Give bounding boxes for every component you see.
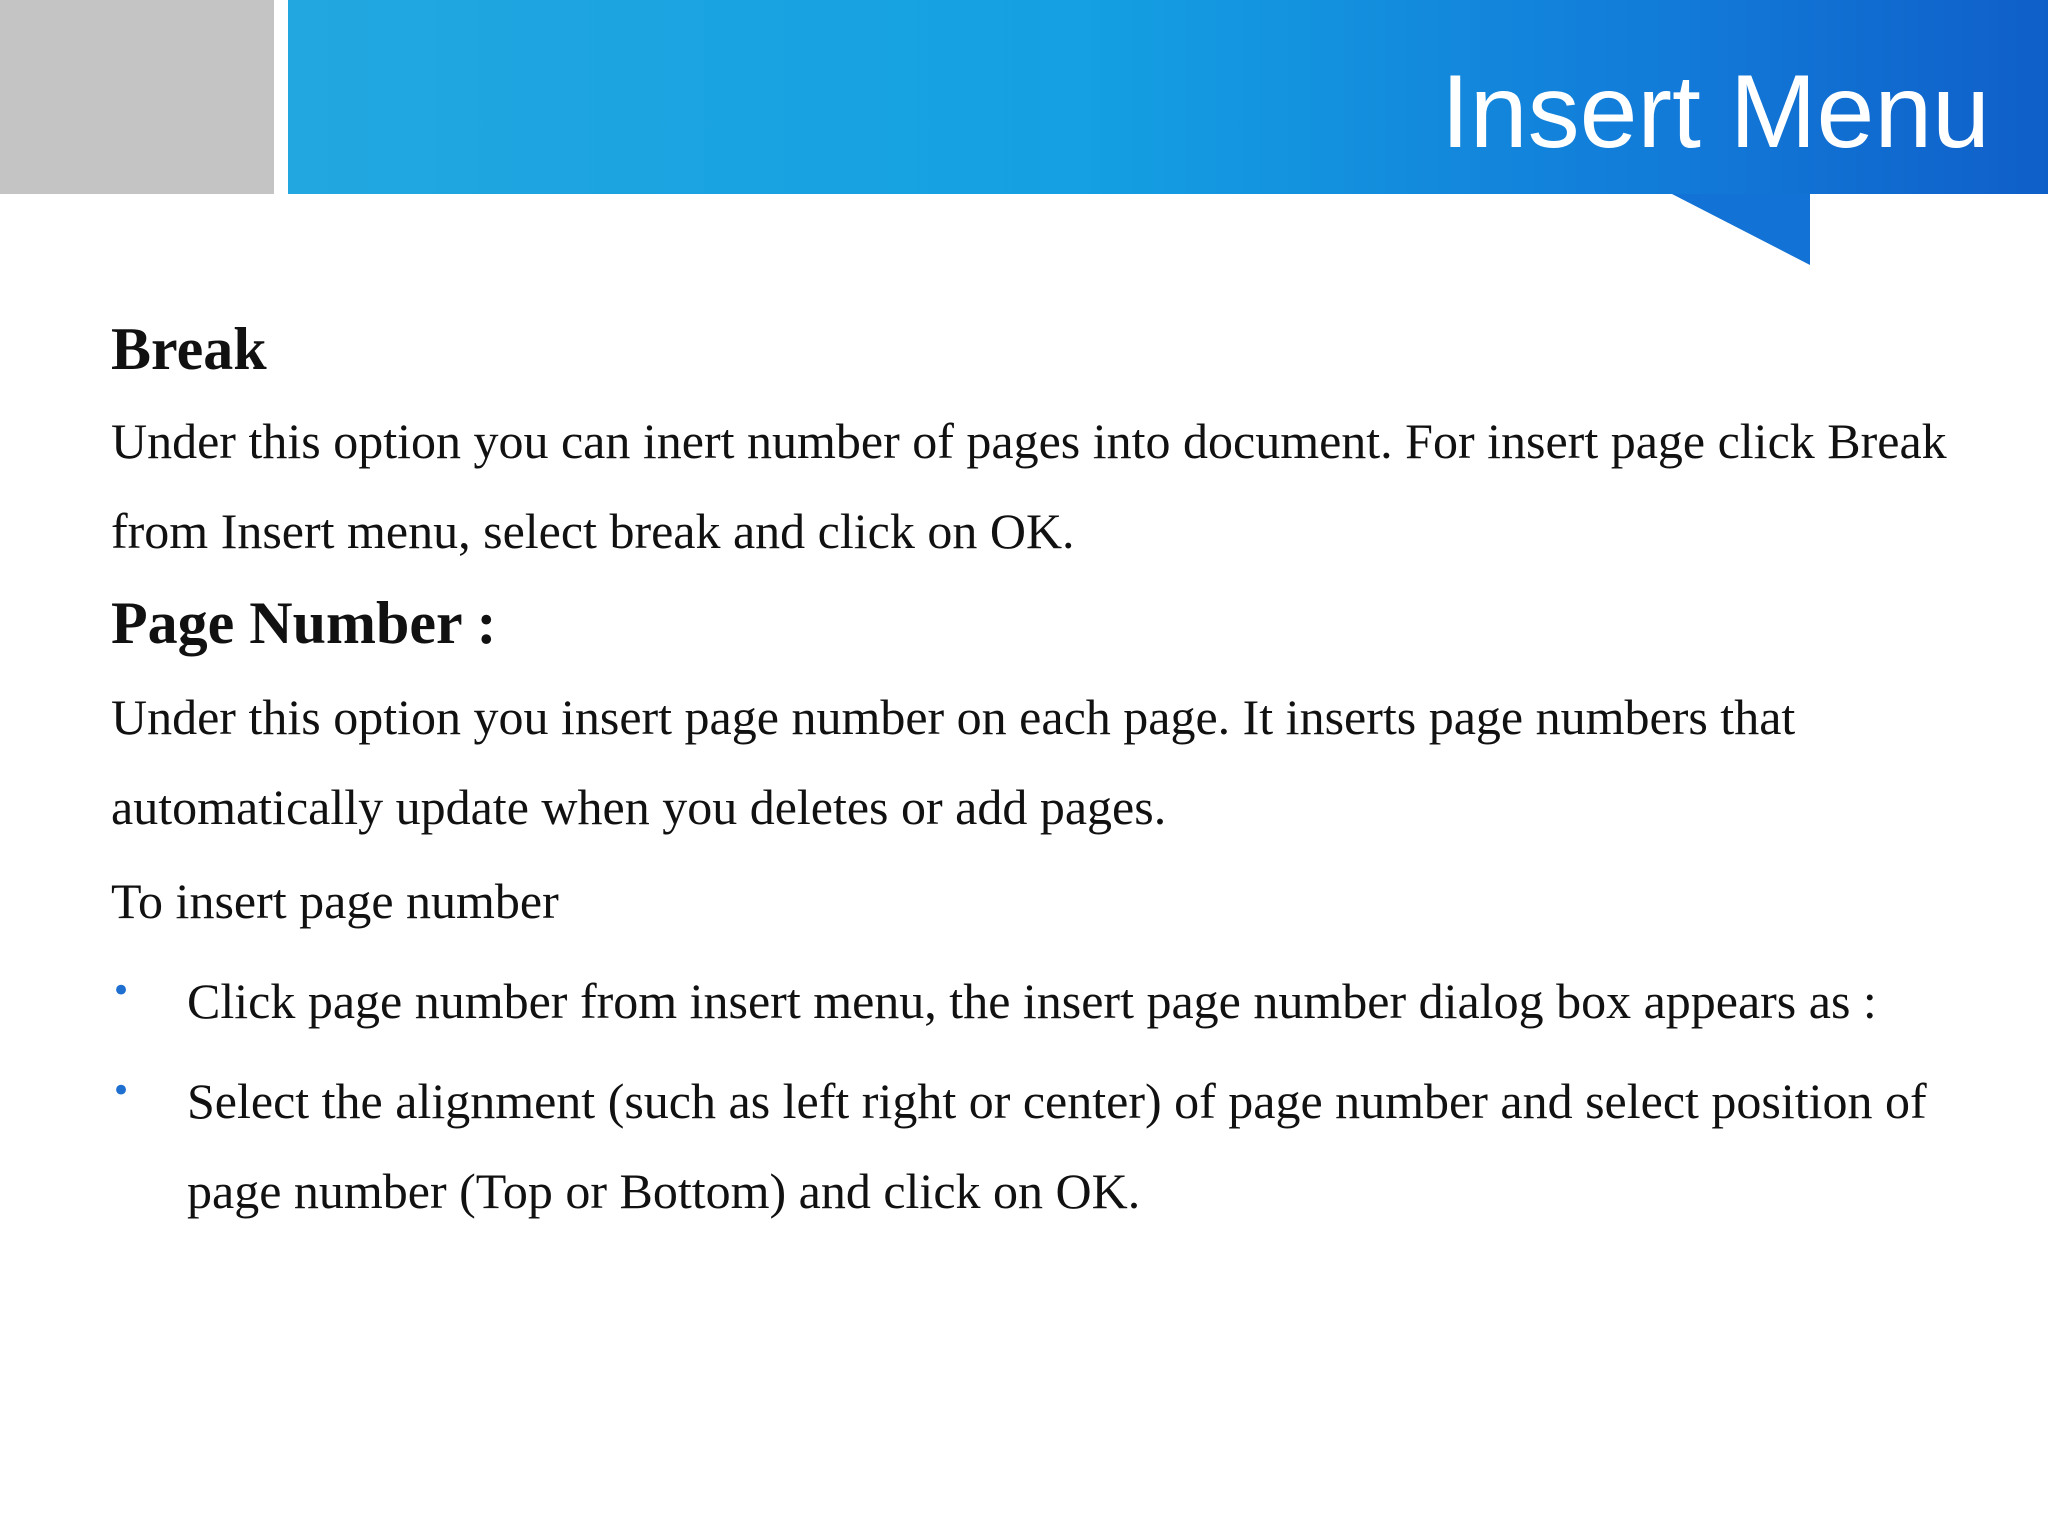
list-item-text: Click page number from insert menu, the insert page number dialog box appears as : xyxy=(187,973,1877,1029)
list-item xyxy=(111,956,1991,1046)
slide-content xyxy=(111,312,1991,1236)
section-heading-break: Break xyxy=(111,316,267,382)
bullet-icon: • xyxy=(111,971,132,1011)
bullet-icon: • xyxy=(111,1071,132,1111)
slide-title: Insert Menu xyxy=(1440,54,1990,170)
steps-intro: To insert page number xyxy=(111,873,559,929)
steps-list xyxy=(111,956,1991,1236)
list-item xyxy=(111,1056,1991,1236)
header-gray-block xyxy=(0,0,274,194)
list-item-text: Select the alignment (such as left right or center) of page number and select position of page number (Top or Bottom) and click on OK. xyxy=(187,1073,1927,1219)
section-paragraph-page-number: Under this option you insert page number on each page. It inserts page numbers that automatically update when you deletes or add pages. xyxy=(111,689,1796,835)
section-paragraph-break: Under this option you can inert number of pages into document. For insert page click Break from Insert menu, select break and click on OK. xyxy=(111,413,1947,559)
section-heading-page-number: Page Number : xyxy=(111,590,497,656)
